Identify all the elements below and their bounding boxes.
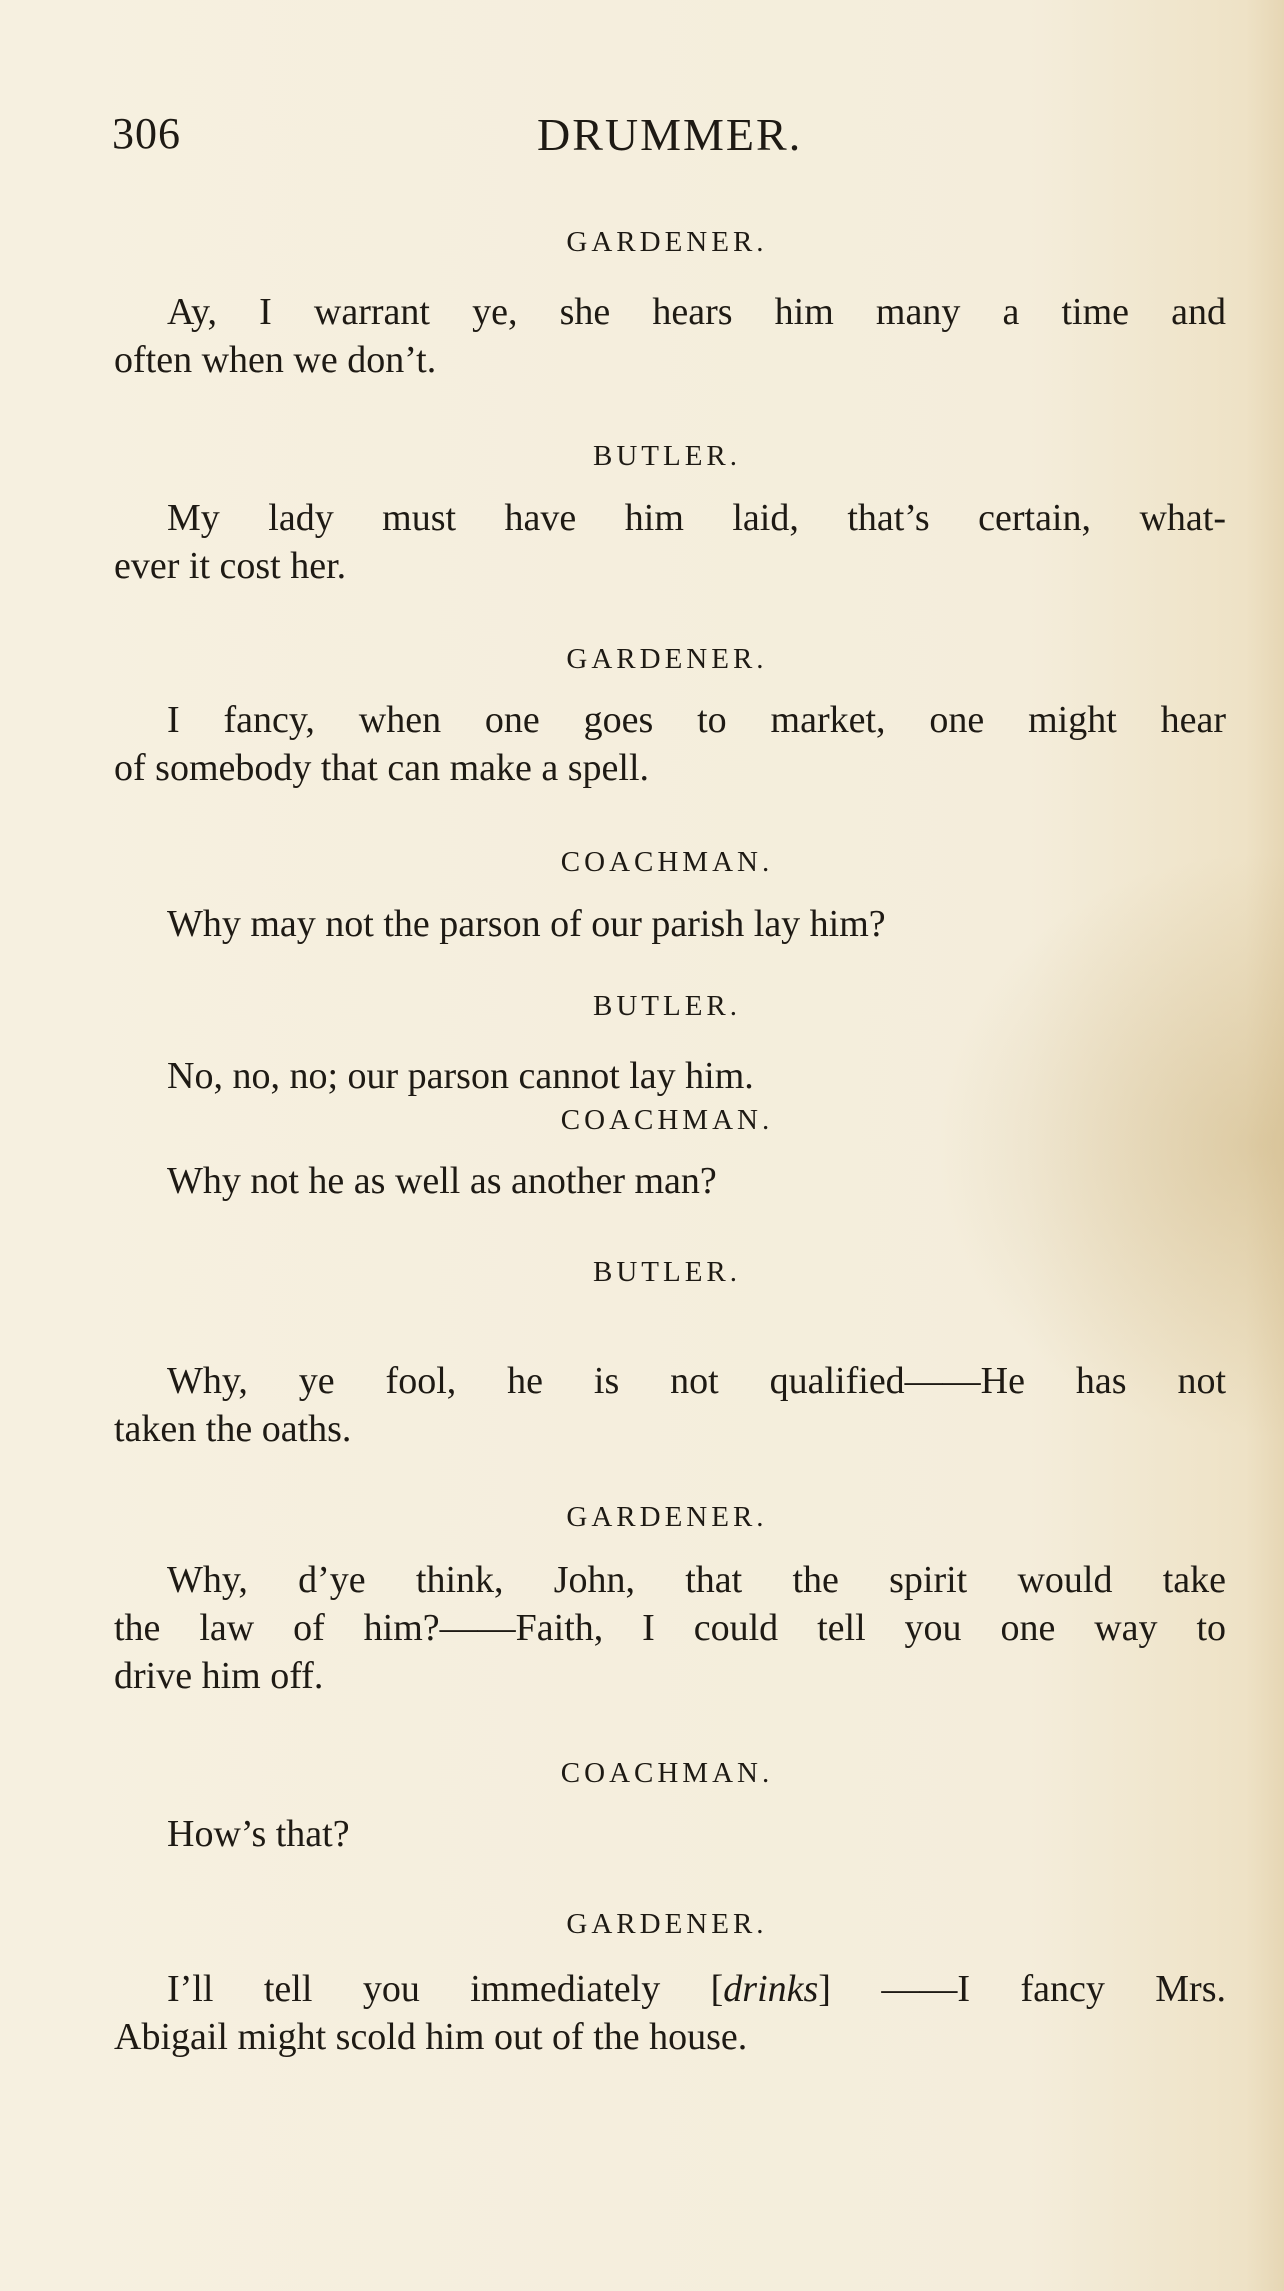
speaker-label: BUTLER. <box>592 1256 742 1288</box>
running-head <box>112 108 1222 168</box>
speech-text: ] ——I fancy Mrs. <box>818 1968 1226 2010</box>
speech-line: Why not he as well as another man? <box>167 1160 717 1202</box>
speech-line: How’s that? <box>167 1813 350 1855</box>
speech-line: Abigail might scold him out of the house. <box>114 2016 748 2058</box>
speech-block <box>114 494 1226 590</box>
speaker-label: BUTLER. <box>592 440 742 472</box>
speaker-label: COACHMAN. <box>560 1757 774 1789</box>
speech-block <box>114 1357 1226 1453</box>
speaker-label: COACHMAN. <box>560 1104 774 1136</box>
speech-line: Ay, I warrant ye, she hears him many a time and <box>167 291 1226 333</box>
speaker-label: GARDENER. <box>566 1908 768 1940</box>
speech-block <box>114 696 1226 792</box>
speaker-label: GARDENER. <box>566 226 768 258</box>
speaker-label: GARDENER. <box>566 1501 768 1533</box>
speech-line: My lady must have him laid, that’s certain, what- <box>167 497 1226 539</box>
speech-line: Why, ye fool, he is not qualified——He has not <box>167 1360 1226 1402</box>
speech-line: drive him off. <box>114 1655 324 1697</box>
speech-line: taken the oaths. <box>114 1408 352 1450</box>
speech-block <box>114 1157 1226 1205</box>
speech-line: Why, d’ye think, John, that the spirit would take <box>167 1559 1226 1601</box>
speech-line: I fancy, when one goes to market, one might hear <box>167 699 1226 741</box>
speech-line: the law of him?——Faith, I could tell you one way to <box>114 1607 1226 1649</box>
speech-line: of somebody that can make a spell. <box>114 747 650 789</box>
speaker-label: COACHMAN. <box>560 846 774 878</box>
speech-block <box>114 288 1226 384</box>
speech-text: I’ll tell you immediately [ <box>167 1968 724 2010</box>
speech-block <box>114 1965 1226 2061</box>
speaker-label: BUTLER. <box>592 990 742 1022</box>
running-title: DRUMMER. <box>537 109 803 160</box>
page-number: 306 <box>112 109 181 158</box>
speech-block <box>114 1052 1226 1100</box>
speech-line: No, no, no; our parson cannot lay him. <box>167 1055 754 1097</box>
speech-block <box>114 1810 1226 1858</box>
speech-line: Why may not the parson of our parish lay him? <box>167 903 886 945</box>
speech-line <box>114 1965 1226 2013</box>
speech-line: ever it cost her. <box>114 545 347 587</box>
stage-direction: drinks <box>723 1968 819 2010</box>
speaker-label: GARDENER. <box>566 643 768 675</box>
speech-block <box>114 900 1226 948</box>
speech-block <box>114 1556 1226 1700</box>
speech-line: often when we don’t. <box>114 339 437 381</box>
